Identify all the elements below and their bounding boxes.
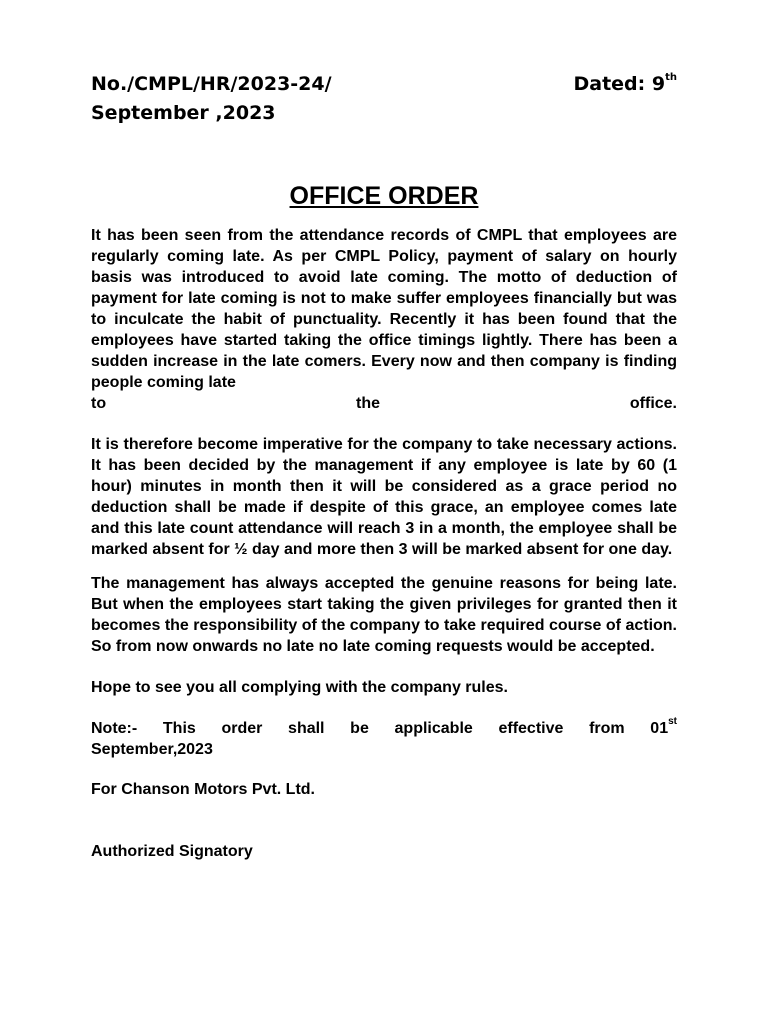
note-body: Note:- This order shall be applicable effective from 01 — [91, 720, 669, 737]
page-title: OFFICE ORDER — [289, 182, 479, 210]
paragraph-attendance: It has been seen from the attendance records of CMPL that employees are regularly coming late. As per CMPL Policy, payment of salary on hourly basis was introduced to avoid late coming. The motto of deduction of payment for late coming is not to make suffer employees financially but was to inculcate the habit of punctuality. Recently it has been found that the employees have started taking the office timings lightly. There has been a sudden increase in the late comers. Every now and then company is finding people coming late — [91, 227, 677, 391]
paragraph-attendance-end: to the office. — [91, 395, 677, 412]
authorized-signatory: Authorized Signatory — [91, 843, 253, 860]
note-suffix: st — [668, 715, 677, 727]
reference-number: No./CMPL/HR/2023-24/ — [91, 73, 332, 95]
paragraph-compliance: Hope to see you all complying with the company rules. — [91, 679, 508, 696]
office-order-document — [91, 70, 677, 862]
date-day: Dated: 9 — [573, 73, 666, 95]
paragraph-management: The management has always accepted the genuine reasons for being late. But when the employees start taking the given privileges for granted then it becomes the responsibility of the company to take required course of action. So from now onwards no late no late coming requests would be accepted. — [91, 575, 677, 655]
paragraph-grace-policy: It is therefore become imperative for the company to take necessary actions. It has been decided by the management if any employee is late by 60 (1 hour) minutes in month then it will be considered as a grace period no deduction shall be made if despite of this grace, an employee comes late and this late count attendance will reach 3 in a month, the employee shall be marked absent for ½ day and more then 3 will be marked absent for one day. — [91, 436, 677, 558]
header-line — [91, 70, 677, 99]
note-date: September,2023 — [91, 741, 213, 758]
company-signoff: For Chanson Motors Pvt. Ltd. — [91, 781, 315, 798]
date-label — [573, 70, 677, 99]
note-block — [91, 715, 677, 760]
date-continuation: September ,2023 — [91, 102, 276, 124]
document-header — [91, 70, 677, 128]
note-text — [91, 715, 677, 739]
date-suffix: th — [665, 71, 677, 83]
